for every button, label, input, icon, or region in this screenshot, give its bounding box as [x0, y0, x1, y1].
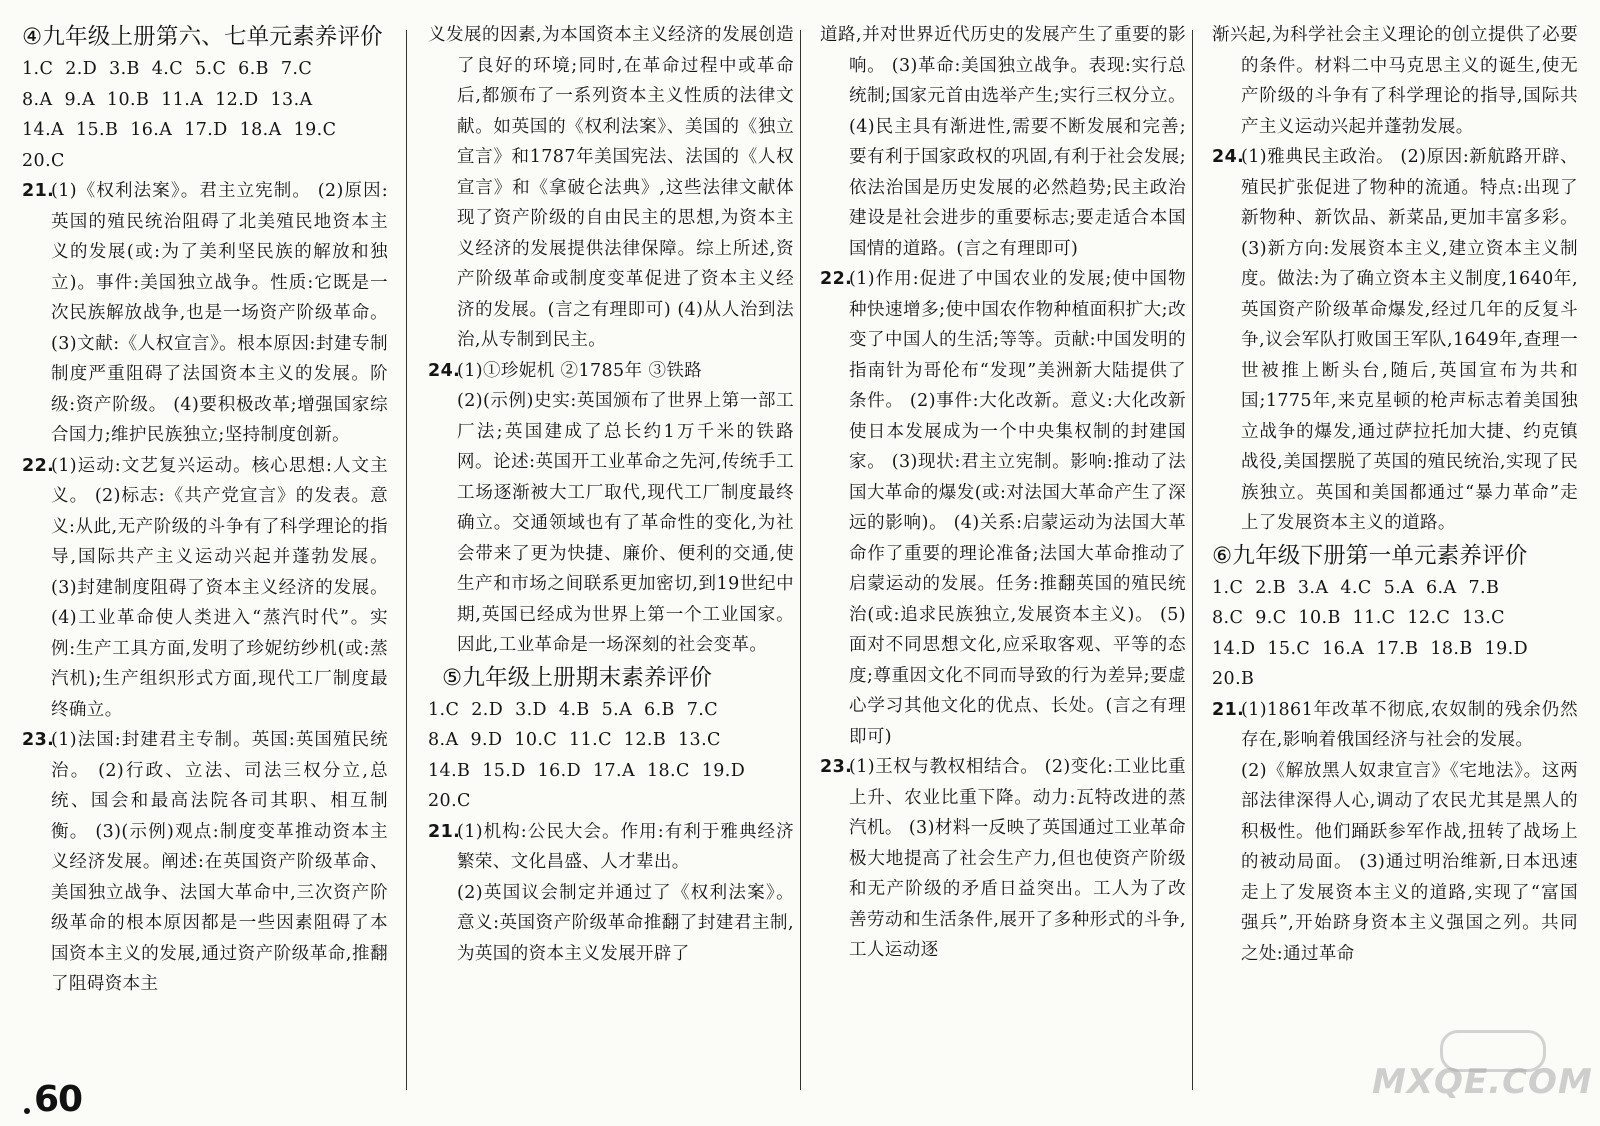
question-number: 22. [820, 269, 853, 289]
answer-text: (1)1861年改革不彻底,农奴制的残余仍然存在,影响着俄国经济与社会的发展。 [1241, 699, 1578, 750]
question-24-answer [428, 356, 794, 387]
answer-text: (1)雅典民主政治。 (2)原因:新航路开辟、殖民扩张促进了物种的流通。特点:出现了新物种、新饮品、新菜品,更加丰富多彩。 (3)新方向:发展资本主义,建立资本主义制度。做法:为了确立资本主义制度,1640年,英国资产阶级革命爆发,经过几年的反复斗争,议会军队打败国王军队,1649年,查理一世被推上断头台,随后,英国宣布为共和国;1775年,来克星顿的枪声标志着美国独立战争的爆发,通过萨拉托加大捷、约克镇战役,美国摆脱了英国的殖民统治,实现了民族独立。英国和美国都通过“暴力革命”走上了发展资本主义的道路。 [1241, 147, 1578, 533]
answer-text: (2)英国议会制定并通过了《权利法案》。意义:英国资产阶级革命推翻了封建君主制,为英国的资本主义发展开辟了 [457, 882, 794, 964]
mc-answer-row: 8.C 9.C 10.B 11.C 12.C 13.C [1212, 608, 1505, 628]
question-24-answer [1212, 142, 1578, 539]
mc-answer-row: 14.A 15.B 16.A 17.D 18.A 19.C [22, 120, 337, 140]
question-21-answer [22, 176, 388, 451]
column-divider [406, 30, 407, 1090]
question-23-answer [820, 752, 1186, 966]
answer-column-1 [22, 20, 388, 1000]
question-21-answer-part-2 [1212, 756, 1578, 970]
section-heading-final-review: ⑤九年级上册期末素养评价 [442, 664, 713, 691]
answer-text: (1)《权利法案》。君主立宪制。 (2)原因:英国的殖民统治阻碍了北美殖民地资本主义的发展(或:为了美利坚民族的解放和独立)。事件:美国独立战争。性质:它既是一次民族解放战争,也是一场资产阶级革命。 (3)文献:《人权宣言》。根本原因:封建专制制度严重阻碍了法国资本主义的发展。阶级:资产阶级。 (4)要积极改革;增强国家综合国力;维护民族独立;坚持制度创新。 [51, 181, 388, 445]
section-heading-unit-1-grade9-lower: ⑥九年级下册第一单元素养评价 [1212, 542, 1528, 569]
continued-answer-text: 渐兴起,为科学社会主义理论的创立提供了必要的条件。材料二中马克思主义的诞生,使无产阶级的斗争有了科学理论的指导,国际共产主义运动兴起并蓬勃发展。 [1212, 25, 1578, 137]
answer-column-3 [820, 20, 1186, 966]
question-22-answer [820, 264, 1186, 752]
mc-answer-row: 1.C 2.D 3.D 4.B 5.A 6.B 7.C [428, 699, 719, 720]
mc-answer-row: 14.D 15.C 16.A 17.B 18.B 19.D [1212, 638, 1529, 659]
mc-answer-row: 20.C [22, 150, 65, 171]
question-21-answer [1212, 695, 1578, 756]
answer-text: (1)法国:封建君主专制。英国:英国殖民统治。 (2)行政、立法、司法三权分立,总统、国会和最高法院各司其职、相互制衡。 (3)(示例)观点:制度变革推动资本主义经济发展。阐述:在英国资产阶级革命、美国独立战争、法国大革命中,三次资产阶级革命的根本原因都是一些因素阻碍了本国资本主义的发展,通过资产阶级革命,推翻了阻碍资本主 [51, 730, 388, 994]
question-number: 21. [1212, 699, 1245, 720]
section-heading-unit-6-7: ④九年级上册第六、七单元素养评价 [22, 24, 383, 50]
question-number: 23. [820, 757, 853, 777]
mc-answer-row: 20.C [428, 791, 471, 811]
question-21-answer-part-2 [428, 878, 794, 970]
question-22-answer [22, 451, 388, 726]
question-number: 24. [428, 360, 461, 381]
mc-answer-row: 14.B 15.D 16.D 17.A 18.C 19.D [428, 760, 746, 781]
mc-answer-row: 1.C 2.B 3.A 4.C 5.A 6.A 7.B [1212, 577, 1500, 598]
mc-answer-row: 8.A 9.A 10.B 11.A 12.D 13.A [22, 89, 313, 110]
column-divider [800, 30, 801, 1090]
mc-answer-row: 8.A 9.D 10.C 11.C 12.B 13.C [428, 730, 721, 750]
question-23-answer [22, 725, 388, 1000]
answer-text: (1)机构:公民大会。作用:有利于雅典经济繁荣、文化昌盛、人才辈出。 [457, 821, 794, 872]
answer-text: (2)(示例)史实:英国颁布了世界上第一部工厂法;英国建成了总长约1万千米的铁路网。论述:英国开工业革命之先河,传统手工工场逐渐被大工厂取代,现代工厂制度最终确立。交通领域也有了革命性的变化,为社会带来了更为快捷、廉价、便利的交通,使生产和市场之间联系更加密切,到19世纪中期,英国已经成为世界上第一个工业国家。因此,工业革命是一场深刻的社会变革。 [457, 391, 794, 655]
question-number: 23. [22, 730, 55, 750]
continued-answer-text: 道路,并对世界近代历史的发展产生了重要的影响。 (3)革命:美国独立战争。表现:实行总统制;国家元首由选举产生;实行三权分立。 (4)民主具有渐进性,需要不断发展和完善;要有利于国家政权的巩固,有利于社会发展;依法治国是历史发展的必然趋势;民主政治建设是社会进步的重要标志;要走适合本国国情的道路。(言之有理即可) [820, 25, 1186, 259]
answer-text: (1)王权与教权相结合。 (2)变化:工业比重上升、农业比重下降。动力:瓦特改进的蒸汽机。 (3)材料一反映了英国通过工业革命极大地提高了社会生产力,但也使资产阶级和无产阶级的矛盾日益突出。工人为了改善劳动和生活条件,展开了多种形式的斗争,工人运动逐 [849, 757, 1186, 960]
question-number: 22. [22, 455, 55, 476]
question-number: 24. [1212, 147, 1245, 167]
question-24-answer-part-2 [428, 386, 794, 661]
answer-text: (1)①珍妮机 ②1785年 ③铁路 [457, 360, 703, 381]
continued-answer-text: 义发展的因素,为本国资本主义经济的发展创造了良好的环境;同时,在革命过程中或革命后,都颁布了一系列资本主义性质的法律文献。如英国的《权利法案》、美国的《独立宣言》和1787年美国宪法、法国的《人权宣言》和《拿破仑法典》,这些法律文献体现了资产阶级的自由民主的思想,为资本主义经济的发展提供法律保障。综上所述,资产阶级革命或制度变革促进了资本主义经济的发展。(言之有理即可) (4)从人治到法治,从专制到民主。 [428, 25, 794, 350]
watermark: MXQE.COM [1372, 1062, 1593, 1102]
answer-text: (1)作用:促进了中国农业的发展;使中国物种快速增多;使中国农作物种植面积扩大;改变了中国人的生活;等等。贡献:中国发明的指南针为哥伦布“发现”美洲新大陆提供了条件。 (2)事件:大化改新。意义:大化改新使日本发展成为一个中央集权制的封建国家。 (3)现状:君主立宪制。影响:推动了法国大革命的爆发(或:对法国大革命产生了深远的影响)。 (4)关系:启蒙运动为法国大革命作了重要的理论准备;法国大革命推动了启蒙运动的发展。任务:推翻英国的殖民统治(或:追求民族独立,发展资本主义)。 (5)面对不同思想文化,应采取客观、平等的态度;尊重因文化不同而导致的行为差异;要虚心学习其他文化的优点、长处。(言之有理即可) [849, 269, 1186, 747]
answer-text: (1)运动:文艺复兴运动。核心思想:人文主义。 (2)标志:《共产党宣言》的发表。意义:从此,无产阶级的斗争有了科学理论的指导,国际共产主义运动兴起并蓬勃发展。 (3)封建制度阻碍了资本主义经济的发展。 (4)工业革命使人类进入“蒸汽时代”。实例:生产工具方面,发明了珍妮纺纱机(或:蒸汽机);生产组织形式方面,现代工厂制度最终确立。 [51, 455, 388, 720]
answer-text: (2)《解放黑人奴隶宣言》《宅地法》。这两部法律深得人心,调动了农民尤其是黑人的积极性。他们踊跃参军作战,扭转了战场上的被动局面。 (3)通过明治维新,日本迅速走上了发展资本主义的道路,实现了“富国强兵”,开始跻身资本主义强国之列。共同之处:通过革命 [1241, 760, 1578, 964]
page-number-dot [24, 1108, 30, 1114]
question-number: 21. [22, 181, 55, 201]
question-number: 21. [428, 821, 461, 842]
mc-answer-row: 20.B [1212, 669, 1255, 689]
page-number: 60 [34, 1079, 83, 1120]
answer-column-2 [428, 20, 794, 969]
answer-column-4 [1212, 20, 1578, 969]
question-21-answer [428, 817, 794, 878]
column-divider [1192, 30, 1193, 1090]
mc-answer-row: 1.C 2.D 3.B 4.C 5.C 6.B 7.C [22, 59, 313, 79]
